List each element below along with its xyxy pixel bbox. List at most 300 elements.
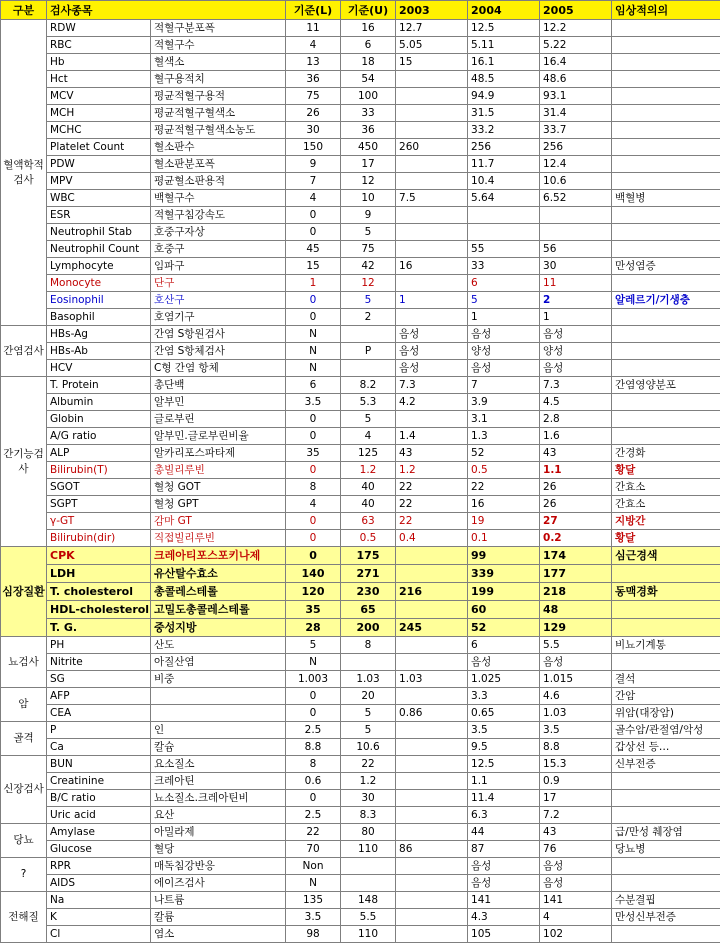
ref-high: 2 <box>341 309 396 326</box>
ref-high: 5 <box>341 722 396 739</box>
ref-low: 0 <box>286 207 341 224</box>
value-2003: 0.4 <box>396 530 468 547</box>
value-2005: 33.7 <box>540 122 612 139</box>
ref-low: 28 <box>286 619 341 637</box>
value-2003: 1.4 <box>396 428 468 445</box>
clinical-note: 간경화 <box>612 445 720 462</box>
group-label: 간염검사 <box>1 326 47 377</box>
value-2003 <box>396 241 468 258</box>
ref-low: 1 <box>286 275 341 292</box>
value-2003: 15 <box>396 54 468 71</box>
ref-high: 100 <box>341 88 396 105</box>
clinical-note: 당뇨병 <box>612 841 720 858</box>
table-row <box>1 513 720 530</box>
ref-low: 8.8 <box>286 739 341 756</box>
value-2004: 6.3 <box>468 807 540 824</box>
ref-low: 0 <box>286 309 341 326</box>
ref-low: 3.5 <box>286 394 341 411</box>
clinical-note <box>612 360 720 377</box>
clinical-note: 간효소 <box>612 496 720 513</box>
ref-low: 0 <box>286 790 341 807</box>
ref-low: 0 <box>286 513 341 530</box>
test-name: MCV <box>47 88 151 105</box>
value-2005: 0.9 <box>540 773 612 790</box>
ref-low: 26 <box>286 105 341 122</box>
value-2004: 55 <box>468 241 540 258</box>
test-korean-name: 알부민.글로부린비율 <box>151 428 286 445</box>
value-2003: 1.2 <box>396 462 468 479</box>
table-row <box>1 105 720 122</box>
value-2005: 48 <box>540 601 612 619</box>
ref-high: 8 <box>341 637 396 654</box>
value-2003 <box>396 71 468 88</box>
clinical-note <box>612 773 720 790</box>
value-2005: 256 <box>540 139 612 156</box>
table-row <box>1 671 720 688</box>
ref-high: 8.2 <box>341 377 396 394</box>
ref-low: 30 <box>286 122 341 139</box>
ref-low: 98 <box>286 926 341 943</box>
value-2004: 11.4 <box>468 790 540 807</box>
test-korean-name: 칼슘 <box>151 739 286 756</box>
value-2004: 양성 <box>468 343 540 360</box>
test-korean-name: 알카리포스파타제 <box>151 445 286 462</box>
clinical-note <box>612 54 720 71</box>
test-name: MCH <box>47 105 151 122</box>
test-name: T. Protein <box>47 377 151 394</box>
value-2003: 7.5 <box>396 190 468 207</box>
value-2003 <box>396 892 468 909</box>
value-2005: 1.015 <box>540 671 612 688</box>
test-korean-name: 혈색소 <box>151 54 286 71</box>
test-name: MCHC <box>47 122 151 139</box>
test-korean-name: 평균적혈구용적 <box>151 88 286 105</box>
value-2004: 87 <box>468 841 540 858</box>
ref-high: 1.2 <box>341 462 396 479</box>
value-2004: 10.4 <box>468 173 540 190</box>
value-2005: 0.2 <box>540 530 612 547</box>
value-2005: 12.2 <box>540 20 612 37</box>
test-name: T. cholesterol <box>47 583 151 601</box>
clinical-note <box>612 326 720 343</box>
clinical-note: 간암 <box>612 688 720 705</box>
table-row <box>1 377 720 394</box>
test-korean-name: 호중구 <box>151 241 286 258</box>
table-row <box>1 705 720 722</box>
value-2004: 9.5 <box>468 739 540 756</box>
clinical-note: 황달 <box>612 530 720 547</box>
value-2004: 3.5 <box>468 722 540 739</box>
value-2003 <box>396 688 468 705</box>
clinical-note: 갑상선 등… <box>612 739 720 756</box>
table-row <box>1 360 720 377</box>
test-name: CEA <box>47 705 151 722</box>
value-2003 <box>396 173 468 190</box>
table-row <box>1 637 720 654</box>
test-korean-name: 비중 <box>151 671 286 688</box>
ref-low: 70 <box>286 841 341 858</box>
clinical-note: 알레르기/기생충 <box>612 292 720 309</box>
value-2005: 음성 <box>540 858 612 875</box>
table-row <box>1 462 720 479</box>
header-row <box>1 1 720 20</box>
value-2005: 17 <box>540 790 612 807</box>
ref-low: 2.5 <box>286 807 341 824</box>
test-korean-name: 평균적혈구혈색소 <box>151 105 286 122</box>
ref-low: 5 <box>286 637 341 654</box>
ref-high: 75 <box>341 241 396 258</box>
clinical-note: 동맥경화 <box>612 583 720 601</box>
test-name: Nitrite <box>47 654 151 671</box>
ref-low: 0 <box>286 462 341 479</box>
test-korean-name: C형 간염 항체 <box>151 360 286 377</box>
test-name: Cl <box>47 926 151 943</box>
ref-low: N <box>286 326 341 343</box>
test-korean-name: 크레아틴 <box>151 773 286 790</box>
value-2003: 22 <box>396 513 468 530</box>
ref-high: 271 <box>341 565 396 583</box>
value-2003: 12.7 <box>396 20 468 37</box>
ref-high: 5 <box>341 292 396 309</box>
clinical-note <box>612 790 720 807</box>
value-2003: 4.2 <box>396 394 468 411</box>
clinical-note: 위암(대장암) <box>612 705 720 722</box>
table-row <box>1 601 720 619</box>
test-name: Na <box>47 892 151 909</box>
test-korean-name: 직접빌리루빈 <box>151 530 286 547</box>
table-row <box>1 71 720 88</box>
value-2005: 11 <box>540 275 612 292</box>
test-korean-name: 칼륨 <box>151 909 286 926</box>
value-2005: 1.1 <box>540 462 612 479</box>
table-row <box>1 565 720 583</box>
value-2005: 174 <box>540 547 612 565</box>
test-name: Basophil <box>47 309 151 326</box>
test-korean-name: 적혈구수 <box>151 37 286 54</box>
table-row <box>1 722 720 739</box>
test-name: Hct <box>47 71 151 88</box>
test-name: A/G ratio <box>47 428 151 445</box>
ref-high: 12 <box>341 173 396 190</box>
table-row <box>1 190 720 207</box>
test-name: γ-GT <box>47 513 151 530</box>
test-korean-name: 중성지방 <box>151 619 286 637</box>
value-2005: 76 <box>540 841 612 858</box>
test-name: RPR <box>47 858 151 875</box>
value-2004: 31.5 <box>468 105 540 122</box>
test-name: T. G. <box>47 619 151 637</box>
value-2003 <box>396 654 468 671</box>
value-2005: 5.22 <box>540 37 612 54</box>
value-2005: 31.4 <box>540 105 612 122</box>
test-korean-name: 총빌리루빈 <box>151 462 286 479</box>
value-2003: 7.3 <box>396 377 468 394</box>
value-2005: 음성 <box>540 654 612 671</box>
value-2003 <box>396 858 468 875</box>
value-2005: 2 <box>540 292 612 309</box>
clinical-note <box>612 619 720 637</box>
test-korean-name: 뇨소질소.크레아틴비 <box>151 790 286 807</box>
clinical-note: 급/만성 췌장염 <box>612 824 720 841</box>
value-2005: 6.52 <box>540 190 612 207</box>
ref-low: 8 <box>286 756 341 773</box>
value-2003 <box>396 824 468 841</box>
clinical-note: 간효소 <box>612 479 720 496</box>
value-2004: 11.7 <box>468 156 540 173</box>
ref-high: 33 <box>341 105 396 122</box>
ref-low: 35 <box>286 601 341 619</box>
clinical-note: 지방간 <box>612 513 720 530</box>
table-row <box>1 156 720 173</box>
value-2004: 음성 <box>468 654 540 671</box>
test-name: Globin <box>47 411 151 428</box>
table-row <box>1 258 720 275</box>
clinical-note: 수분결핍 <box>612 892 720 909</box>
value-2004: 음성 <box>468 326 540 343</box>
table-row <box>1 824 720 841</box>
clinical-note <box>612 309 720 326</box>
test-korean-name <box>151 688 286 705</box>
value-2005: 43 <box>540 824 612 841</box>
table-row <box>1 445 720 462</box>
test-name: ESR <box>47 207 151 224</box>
test-korean-name: 요소질소 <box>151 756 286 773</box>
test-name: Neutrophil Count <box>47 241 151 258</box>
test-name: WBC <box>47 190 151 207</box>
ref-low: 8 <box>286 479 341 496</box>
ref-high: 30 <box>341 790 396 807</box>
value-2004 <box>468 207 540 224</box>
group-label: 신장검사 <box>1 756 47 824</box>
ref-high: 148 <box>341 892 396 909</box>
value-2005: 7.2 <box>540 807 612 824</box>
ref-high: 16 <box>341 20 396 37</box>
ref-high: 125 <box>341 445 396 462</box>
clinical-note <box>612 428 720 445</box>
test-korean-name: 나트륨 <box>151 892 286 909</box>
table-row <box>1 739 720 756</box>
test-korean-name: 요산 <box>151 807 286 824</box>
ref-low: 75 <box>286 88 341 105</box>
value-2005: 27 <box>540 513 612 530</box>
table-row <box>1 619 720 637</box>
ref-high: 9 <box>341 207 396 224</box>
ref-high: 175 <box>341 547 396 565</box>
value-2005: 음성 <box>540 875 612 892</box>
value-2004: 0.1 <box>468 530 540 547</box>
value-2004: 4.3 <box>468 909 540 926</box>
test-name: Eosinophil <box>47 292 151 309</box>
value-2003 <box>396 411 468 428</box>
clinical-note <box>612 654 720 671</box>
table-row <box>1 807 720 824</box>
value-2005: 7.3 <box>540 377 612 394</box>
test-name: RDW <box>47 20 151 37</box>
test-korean-name <box>151 705 286 722</box>
value-2005: 30 <box>540 258 612 275</box>
value-2005: 양성 <box>540 343 612 360</box>
clinical-note <box>612 275 720 292</box>
clinical-note <box>612 601 720 619</box>
test-name: SGOT <box>47 479 151 496</box>
value-2003 <box>396 739 468 756</box>
clinical-note <box>612 122 720 139</box>
value-2003 <box>396 565 468 583</box>
test-korean-name: 총콜레스테롤 <box>151 583 286 601</box>
table-row <box>1 37 720 54</box>
table-row <box>1 326 720 343</box>
value-2004: 12.5 <box>468 756 540 773</box>
value-2004: 199 <box>468 583 540 601</box>
value-2005: 102 <box>540 926 612 943</box>
test-name: HCV <box>47 360 151 377</box>
ref-high: 65 <box>341 601 396 619</box>
value-2005: 음성 <box>540 360 612 377</box>
ref-high: 5 <box>341 224 396 241</box>
test-name: Glucose <box>47 841 151 858</box>
value-2003 <box>396 926 468 943</box>
table-row <box>1 841 720 858</box>
value-2003 <box>396 807 468 824</box>
ref-low: 0 <box>286 292 341 309</box>
test-korean-name: 적혈구침강속도 <box>151 207 286 224</box>
table-row <box>1 20 720 37</box>
value-2005: 93.1 <box>540 88 612 105</box>
test-korean-name: 혈소판분포폭 <box>151 156 286 173</box>
table-row <box>1 858 720 875</box>
test-name: PH <box>47 637 151 654</box>
ref-high: 10.6 <box>341 739 396 756</box>
test-name: HBs-Ab <box>47 343 151 360</box>
ref-high: 40 <box>341 496 396 513</box>
ref-high: 63 <box>341 513 396 530</box>
value-2005: 1.03 <box>540 705 612 722</box>
test-korean-name: 임파구 <box>151 258 286 275</box>
header-ref-high: 기준(U) <box>341 1 396 20</box>
test-name: Uric acid <box>47 807 151 824</box>
table-row <box>1 122 720 139</box>
table-row <box>1 428 720 445</box>
value-2003 <box>396 601 468 619</box>
value-2003: 1 <box>396 292 468 309</box>
value-2005: 4.6 <box>540 688 612 705</box>
value-2003: 음성 <box>396 360 468 377</box>
test-korean-name: 산도 <box>151 637 286 654</box>
value-2004: 12.5 <box>468 20 540 37</box>
ref-high: 36 <box>341 122 396 139</box>
group-label: 골격 <box>1 722 47 756</box>
ref-high: P <box>341 343 396 360</box>
test-name: P <box>47 722 151 739</box>
table-row <box>1 224 720 241</box>
value-2004 <box>468 224 540 241</box>
ref-high: 5.5 <box>341 909 396 926</box>
value-2004: 1 <box>468 309 540 326</box>
value-2003 <box>396 88 468 105</box>
ref-low: 0 <box>286 688 341 705</box>
ref-low: 2.5 <box>286 722 341 739</box>
test-korean-name: 단구 <box>151 275 286 292</box>
ref-low: 140 <box>286 565 341 583</box>
ref-low: Non <box>286 858 341 875</box>
ref-high <box>341 858 396 875</box>
clinical-note: 황달 <box>612 462 720 479</box>
test-korean-name: 고밀도총콜레스테롤 <box>151 601 286 619</box>
value-2003: 음성 <box>396 343 468 360</box>
ref-high: 1.2 <box>341 773 396 790</box>
ref-low: 0.6 <box>286 773 341 790</box>
test-name: Amylase <box>47 824 151 841</box>
clinical-note: 골수암/관절염/악성 <box>612 722 720 739</box>
test-name: Platelet Count <box>47 139 151 156</box>
value-2005: 10.6 <box>540 173 612 190</box>
clinical-note <box>612 807 720 824</box>
test-korean-name: 평균적혈구혈색소농도 <box>151 122 286 139</box>
value-2003 <box>396 105 468 122</box>
value-2003 <box>396 790 468 807</box>
header-test-name: 검사종목 <box>47 1 286 20</box>
ref-high: 110 <box>341 926 396 943</box>
table-row <box>1 688 720 705</box>
ref-low: 45 <box>286 241 341 258</box>
value-2004: 52 <box>468 445 540 462</box>
value-2005: 5.5 <box>540 637 612 654</box>
value-2003: 16 <box>396 258 468 275</box>
value-2005: 1 <box>540 309 612 326</box>
value-2003 <box>396 207 468 224</box>
clinical-note <box>612 139 720 156</box>
value-2005: 4 <box>540 909 612 926</box>
value-2005: 4.5 <box>540 394 612 411</box>
clinical-note <box>612 20 720 37</box>
test-korean-name: 백혈구수 <box>151 190 286 207</box>
ref-low: N <box>286 343 341 360</box>
value-2003 <box>396 309 468 326</box>
value-2003: 245 <box>396 619 468 637</box>
value-2004: 339 <box>468 565 540 583</box>
value-2003: 260 <box>396 139 468 156</box>
test-korean-name: 아밀라제 <box>151 824 286 841</box>
value-2003 <box>396 722 468 739</box>
test-name: Bilirubin(dir) <box>47 530 151 547</box>
clinical-note: 신부전증 <box>612 756 720 773</box>
table-row <box>1 88 720 105</box>
test-name: PDW <box>47 156 151 173</box>
value-2004: 음성 <box>468 858 540 875</box>
test-name: Bilirubin(T) <box>47 462 151 479</box>
ref-low: N <box>286 360 341 377</box>
ref-low: N <box>286 875 341 892</box>
value-2005: 1.6 <box>540 428 612 445</box>
table-row <box>1 756 720 773</box>
ref-low: 150 <box>286 139 341 156</box>
lab-results-body <box>1 20 720 943</box>
ref-high <box>341 654 396 671</box>
test-korean-name: 평균혈소판용적 <box>151 173 286 190</box>
clinical-note: 만성염증 <box>612 258 720 275</box>
ref-low: N <box>286 654 341 671</box>
value-2004: 5 <box>468 292 540 309</box>
value-2004: 52 <box>468 619 540 637</box>
ref-high: 5 <box>341 411 396 428</box>
test-korean-name: 아질산염 <box>151 654 286 671</box>
table-row <box>1 790 720 807</box>
test-korean-name: 혈구용적치 <box>151 71 286 88</box>
value-2004: 256 <box>468 139 540 156</box>
test-name: BUN <box>47 756 151 773</box>
ref-low: 0 <box>286 224 341 241</box>
header-2004: 2004 <box>468 1 540 20</box>
